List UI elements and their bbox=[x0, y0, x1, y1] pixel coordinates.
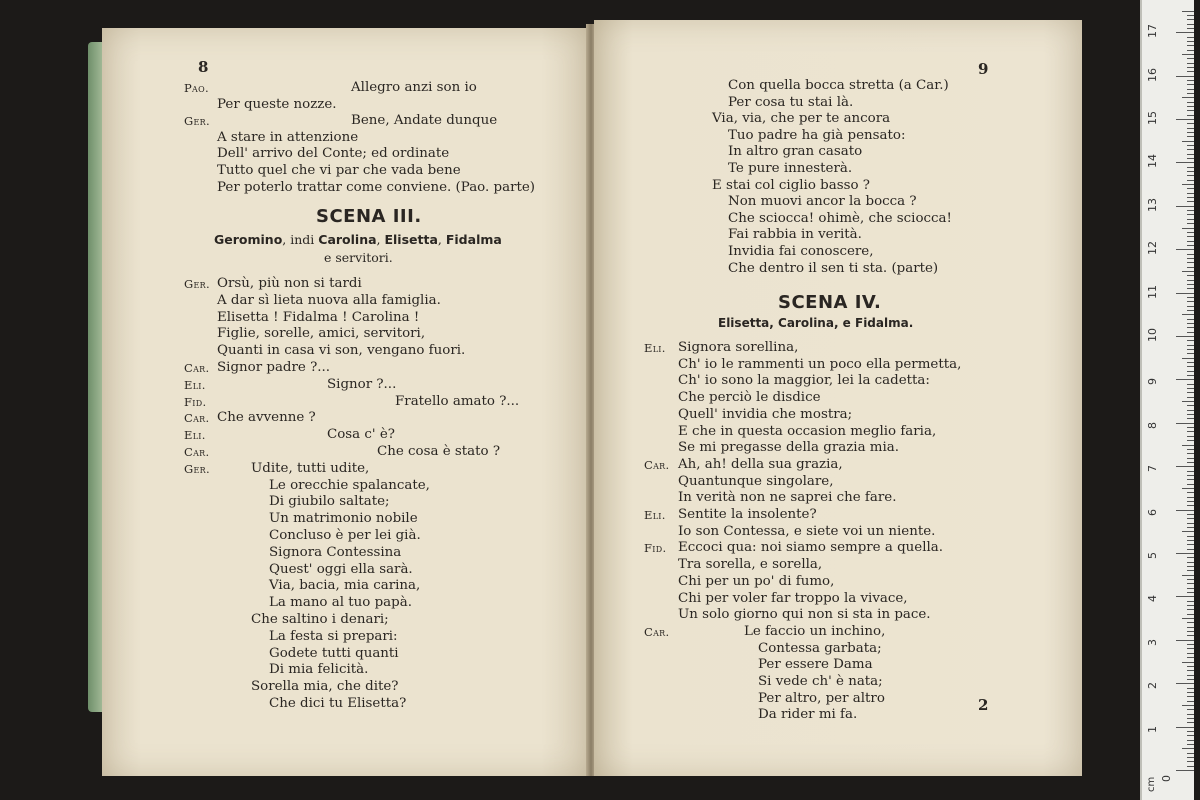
verse-line: Le orecchie spalancate, bbox=[269, 477, 430, 493]
ruler-tick bbox=[1187, 158, 1194, 159]
ruler-tick bbox=[1187, 306, 1194, 307]
verse-line: Che dici tu Elisetta? bbox=[269, 696, 407, 711]
ruler-tick bbox=[1187, 740, 1194, 741]
ruler-tick bbox=[1187, 501, 1194, 502]
ruler-tick bbox=[1187, 405, 1194, 406]
ruler-tick bbox=[1176, 379, 1194, 380]
ruler-tick bbox=[1187, 384, 1194, 385]
ruler-tick bbox=[1187, 544, 1194, 545]
ruler-tick bbox=[1187, 579, 1194, 580]
ruler-tick bbox=[1187, 653, 1194, 654]
ruler-tick bbox=[1187, 223, 1194, 224]
ruler-tick bbox=[1187, 549, 1194, 550]
ruler-tick bbox=[1187, 197, 1194, 198]
ruler-tick bbox=[1187, 766, 1194, 767]
ruler-tick bbox=[1187, 688, 1194, 689]
ruler-tick bbox=[1187, 601, 1194, 602]
speaker-label: Ger. bbox=[184, 461, 210, 476]
cast-sep: , bbox=[437, 232, 446, 247]
page-number-right: 9 bbox=[978, 60, 989, 78]
ruler-tick bbox=[1182, 705, 1194, 706]
verse-line: Un solo giorno qui non si sta in pace. bbox=[678, 607, 931, 623]
verse-line: Da rider mi fa. bbox=[758, 707, 858, 723]
cast-sep: , indi bbox=[282, 232, 319, 247]
ruler-tick bbox=[1176, 206, 1194, 207]
ruler-tick bbox=[1182, 271, 1194, 272]
ruler-tick bbox=[1176, 336, 1194, 337]
ruler-tick bbox=[1187, 696, 1194, 697]
verse-line: La mano al tuo papà. bbox=[269, 595, 412, 611]
ruler-number: 16 bbox=[1146, 67, 1159, 82]
verse-line: Io son Contessa, e siete voi un niente. bbox=[678, 523, 936, 539]
ruler-tick bbox=[1187, 414, 1194, 415]
ruler-tick bbox=[1187, 609, 1194, 610]
verse-line: Udite, tutti udite, bbox=[251, 460, 370, 476]
ruler-tick bbox=[1187, 392, 1194, 393]
ruler-tick bbox=[1182, 445, 1194, 446]
ruler-tick bbox=[1187, 675, 1194, 676]
verse-line: Bene, Andate dunque bbox=[351, 113, 498, 129]
verse-line: Ah, ah! della sua grazia, bbox=[678, 456, 843, 472]
ruler-number: 15 bbox=[1146, 111, 1159, 125]
ruler-tick bbox=[1187, 431, 1194, 432]
ruler-tick bbox=[1182, 531, 1194, 532]
ruler-tick bbox=[1187, 71, 1194, 72]
ruler-tick bbox=[1187, 410, 1194, 411]
ruler-number: 4 bbox=[1146, 595, 1159, 603]
verse-line: In verità non ne saprei che fare. bbox=[678, 490, 897, 506]
ruler-tick bbox=[1187, 418, 1194, 419]
ruler-tick bbox=[1176, 727, 1194, 728]
verse-line: Dell' arrivo del Conte; ed ordinate bbox=[217, 146, 450, 162]
ruler-tick bbox=[1187, 557, 1194, 558]
ruler-tick bbox=[1187, 518, 1194, 519]
ruler-tick bbox=[1187, 128, 1194, 129]
ruler-tick bbox=[1182, 662, 1194, 663]
speaker-label: Car. bbox=[184, 445, 210, 459]
verse-line: Via, via, che per te ancora bbox=[712, 111, 891, 127]
verse-line: Per queste nozze. bbox=[217, 96, 337, 112]
verse-line: Tuo padre ha già pensato: bbox=[728, 127, 906, 143]
ruler-tick bbox=[1187, 492, 1194, 493]
ruler-unit: cm bbox=[1146, 776, 1157, 792]
verse-line: Un matrimonio nobile bbox=[269, 511, 418, 527]
verse-line: Elisetta ! Fidalma ! Carolina ! bbox=[217, 309, 420, 325]
ruler-tick bbox=[1182, 748, 1194, 749]
ruler-tick bbox=[1187, 41, 1194, 42]
ruler-tick bbox=[1187, 462, 1194, 463]
ruler-tick bbox=[1176, 683, 1194, 684]
verse-line: Contessa garbata; bbox=[758, 640, 882, 656]
ruler-number: 12 bbox=[1146, 241, 1159, 256]
ruler-tick bbox=[1187, 366, 1194, 367]
ruler-number: 7 bbox=[1146, 465, 1159, 473]
ruler-tick bbox=[1187, 588, 1194, 589]
ruler-tick bbox=[1187, 670, 1194, 671]
verse-line: Chi per voler far troppo la vivace, bbox=[678, 590, 908, 606]
ruler-tick bbox=[1187, 154, 1194, 155]
ruler-tick bbox=[1187, 458, 1194, 459]
ruler-tick bbox=[1187, 297, 1194, 298]
ruler-tick bbox=[1187, 145, 1194, 146]
ruler-tick bbox=[1176, 249, 1194, 250]
ruler-tick bbox=[1182, 141, 1194, 142]
measuring-ruler bbox=[1140, 0, 1194, 800]
ruler-tick bbox=[1187, 731, 1194, 732]
ruler-tick bbox=[1187, 132, 1194, 133]
ruler-tick bbox=[1187, 288, 1194, 289]
ruler-tick bbox=[1187, 262, 1194, 263]
speaker-label: Fid. bbox=[644, 541, 667, 556]
ruler-tick bbox=[1187, 527, 1194, 528]
ruler-tick bbox=[1187, 753, 1194, 754]
verse-line: Allegro anzi son io bbox=[351, 80, 477, 95]
ruler-tick bbox=[1176, 423, 1194, 424]
ruler-tick bbox=[1187, 453, 1194, 454]
ruler-tick bbox=[1176, 162, 1194, 163]
ruler-tick bbox=[1187, 757, 1194, 758]
verse-line: Che saltino i denari; bbox=[251, 612, 389, 627]
ruler-tick bbox=[1187, 201, 1194, 202]
verse-line: Che avvenne ? bbox=[217, 410, 316, 426]
ruler-tick bbox=[1187, 258, 1194, 259]
ruler-tick bbox=[1187, 93, 1194, 94]
ruler-tick bbox=[1187, 397, 1194, 398]
cast-name: Geromino bbox=[214, 232, 283, 247]
ruler-tick bbox=[1187, 236, 1194, 237]
ruler-tick bbox=[1187, 19, 1194, 20]
ruler-tick bbox=[1182, 11, 1194, 12]
verse-line: Invidia fai conoscere, bbox=[728, 244, 874, 259]
ruler-tick bbox=[1187, 214, 1194, 215]
ruler-tick bbox=[1187, 440, 1194, 441]
speaker-label: Car. bbox=[184, 361, 210, 375]
verse-line: A dar sì lieta nuova alla famiglia. bbox=[217, 292, 441, 308]
ruler-tick bbox=[1187, 635, 1194, 636]
ruler-tick bbox=[1187, 614, 1194, 615]
ruler-number: 3 bbox=[1146, 638, 1159, 646]
ruler-number: 2 bbox=[1146, 682, 1159, 690]
verse-line: Sentite la insolente? bbox=[678, 507, 817, 522]
ruler-tick bbox=[1187, 709, 1194, 710]
speaker-label: Eli. bbox=[184, 377, 206, 392]
verse-line: Eccoci qua: noi siamo sempre a quella. bbox=[678, 540, 944, 556]
ruler-tick bbox=[1187, 570, 1194, 571]
verse-line: Tra sorella, e sorella, bbox=[678, 557, 823, 573]
ruler-tick bbox=[1182, 184, 1194, 185]
ruler-tick bbox=[1182, 97, 1194, 98]
ruler-tick bbox=[1187, 375, 1194, 376]
ruler-tick bbox=[1176, 510, 1194, 511]
ruler-tick bbox=[1182, 488, 1194, 489]
verse-line: Signor padre ?... bbox=[217, 360, 331, 375]
verse-line: Fratello amato ?... bbox=[395, 393, 520, 409]
ruler-number: 5 bbox=[1146, 552, 1159, 559]
cast-sep: , bbox=[376, 232, 385, 247]
speaker-label: Car. bbox=[184, 411, 210, 426]
ruler-tick bbox=[1187, 254, 1194, 255]
ruler-tick bbox=[1187, 514, 1194, 515]
verse-line: Te pure innesterà. bbox=[728, 161, 853, 176]
ruler-tick bbox=[1176, 596, 1194, 597]
ruler-tick bbox=[1187, 84, 1194, 85]
verse-line: Che dentro il sen ti sta. (parte) bbox=[728, 260, 939, 276]
verse-line: Non muovi ancor la bocca ? bbox=[728, 194, 917, 210]
ruler-tick bbox=[1187, 714, 1194, 715]
ruler-tick bbox=[1187, 67, 1194, 68]
ruler-tick bbox=[1176, 466, 1194, 467]
verse-line: Fai rabbia in verità. bbox=[728, 227, 862, 243]
ruler-tick bbox=[1187, 267, 1194, 268]
ruler-tick bbox=[1187, 475, 1194, 476]
verse-line: Signora sorellina, bbox=[678, 340, 799, 355]
speaker-label: Pao. bbox=[184, 81, 209, 95]
ruler-tick bbox=[1182, 401, 1194, 402]
verse-line: Via, bacia, mia carina, bbox=[269, 578, 421, 594]
ruler-tick bbox=[1176, 553, 1194, 554]
verse-line: Godete tutti quanti bbox=[269, 645, 399, 661]
verse-line: Concluso è per lei già. bbox=[269, 528, 421, 543]
verse-line: Tutto quel che vi par che vada bene bbox=[217, 163, 461, 178]
speaker-label: Fid. bbox=[184, 394, 207, 409]
ruler-tick bbox=[1187, 58, 1194, 59]
ruler-tick bbox=[1176, 293, 1194, 294]
ruler-tick bbox=[1187, 562, 1194, 563]
verse-line: Se mi pregasse della grazia mia. bbox=[678, 440, 900, 456]
right-page bbox=[594, 20, 1082, 776]
ruler-tick bbox=[1187, 193, 1194, 194]
cast-name: Carolina bbox=[318, 232, 377, 247]
speaker-label: Eli. bbox=[184, 428, 206, 443]
verse-line: E che in questa occasion meglio faria, bbox=[678, 423, 937, 439]
ruler-tick bbox=[1187, 175, 1194, 176]
ruler-tick bbox=[1187, 28, 1194, 29]
verse-line: Di mia felicità. bbox=[269, 662, 369, 678]
ruler-tick bbox=[1187, 744, 1194, 745]
ruler-tick bbox=[1187, 284, 1194, 285]
verse-line: Per essere Dama bbox=[758, 657, 873, 673]
speaker-label: Ger. bbox=[184, 114, 210, 129]
ruler-tick bbox=[1187, 622, 1194, 623]
cast-name: Fidalma bbox=[445, 232, 502, 247]
speaker-label: Car. bbox=[644, 624, 670, 639]
verse-line: Le faccio un inchino, bbox=[744, 623, 886, 639]
ruler-tick bbox=[1187, 505, 1194, 506]
ruler-tick bbox=[1187, 353, 1194, 354]
ruler-tick bbox=[1187, 484, 1194, 485]
ruler-tick bbox=[1187, 644, 1194, 645]
ruler-tick bbox=[1187, 219, 1194, 220]
ruler-tick bbox=[1187, 323, 1194, 324]
ruler-tick bbox=[1176, 640, 1194, 641]
ruler-tick bbox=[1187, 540, 1194, 541]
ruler-tick bbox=[1187, 45, 1194, 46]
ruler-tick bbox=[1187, 566, 1194, 567]
ruler-tick bbox=[1187, 167, 1194, 168]
ruler-tick bbox=[1187, 123, 1194, 124]
ruler-tick bbox=[1187, 115, 1194, 116]
ruler-tick bbox=[1187, 340, 1194, 341]
ruler-tick bbox=[1187, 631, 1194, 632]
ruler-tick bbox=[1182, 618, 1194, 619]
ruler-tick bbox=[1187, 479, 1194, 480]
verse-line: Ch' io sono la maggior, lei la cadetta: bbox=[678, 373, 930, 389]
ruler-tick bbox=[1187, 449, 1194, 450]
ruler-number: 9 bbox=[1146, 378, 1159, 386]
verse-line: Ch' io le rammenti un poco ella permetta, bbox=[678, 356, 962, 372]
ruler-tick bbox=[1187, 301, 1194, 302]
page-number-left: 8 bbox=[198, 58, 209, 76]
ruler-tick bbox=[1187, 171, 1194, 172]
ruler-number: 1 bbox=[1146, 725, 1159, 733]
scene-4-cast: Elisetta, Carolina, e Fidalma. bbox=[718, 316, 914, 330]
verse-line: A stare in attenzione bbox=[217, 129, 359, 145]
ruler-tick bbox=[1187, 89, 1194, 90]
ruler-tick bbox=[1187, 327, 1194, 328]
verse-line: Di giubilo saltate; bbox=[269, 494, 390, 510]
ruler-tick bbox=[1187, 627, 1194, 628]
signature-mark: 2 bbox=[978, 696, 989, 714]
ruler-tick bbox=[1187, 180, 1194, 181]
ruler-tick bbox=[1187, 188, 1194, 189]
speaker-label: Eli. bbox=[644, 508, 666, 522]
ruler-tick bbox=[1182, 314, 1194, 315]
ruler-tick bbox=[1176, 770, 1194, 771]
verse-line: Con quella bocca stretta (a Car.) bbox=[728, 78, 949, 93]
ruler-tick bbox=[1187, 523, 1194, 524]
ruler-tick bbox=[1187, 80, 1194, 81]
verse-line: In altro gran casato bbox=[728, 144, 863, 160]
ruler-tick bbox=[1187, 245, 1194, 246]
scene-3-cast bbox=[214, 232, 502, 247]
scene-3-cast-line2: e servitori. bbox=[324, 250, 393, 265]
ruler-tick bbox=[1187, 319, 1194, 320]
ruler-tick bbox=[1187, 679, 1194, 680]
ruler-tick bbox=[1187, 722, 1194, 723]
ruler-tick bbox=[1187, 63, 1194, 64]
ruler-tick bbox=[1187, 592, 1194, 593]
ruler-tick bbox=[1187, 648, 1194, 649]
verse-line: Chi per un po' di fumo, bbox=[678, 573, 835, 589]
ruler-number: 11 bbox=[1146, 284, 1159, 299]
ruler-number: 10 bbox=[1146, 328, 1159, 342]
ruler-number: 17 bbox=[1146, 24, 1159, 39]
verse-line: Sorella mia, che dite? bbox=[251, 679, 399, 695]
ruler-tick bbox=[1187, 102, 1194, 103]
verse-line: Quanti in casa vi son, vengano fuori. bbox=[217, 343, 466, 359]
ruler-number: 6 bbox=[1146, 508, 1159, 516]
speaker-label: Ger. bbox=[184, 277, 210, 291]
ruler-tick bbox=[1187, 24, 1194, 25]
verse-line: Orsù, più non si tardi bbox=[217, 276, 362, 291]
ruler-tick bbox=[1187, 761, 1194, 762]
ruler-tick bbox=[1187, 15, 1194, 16]
ruler-tick bbox=[1187, 241, 1194, 242]
ruler-tick bbox=[1187, 345, 1194, 346]
verse-line: Figlie, sorelle, amici, servitori, bbox=[217, 326, 426, 342]
cast-name: Elisetta bbox=[384, 232, 438, 247]
left-page bbox=[102, 28, 590, 776]
ruler-tick bbox=[1187, 657, 1194, 658]
verse-line: Che perciò le disdice bbox=[678, 390, 821, 406]
ruler-tick bbox=[1182, 358, 1194, 359]
ruler-number: 0 bbox=[1160, 775, 1173, 782]
ruler-tick bbox=[1187, 136, 1194, 137]
ruler-tick bbox=[1187, 666, 1194, 667]
verse-line: Cosa c' è? bbox=[327, 427, 395, 443]
verse-line: Per poterlo trattar come conviene. (Pao. parte) bbox=[217, 179, 536, 195]
ruler-tick bbox=[1176, 76, 1194, 77]
ruler-number: 13 bbox=[1146, 197, 1159, 212]
ruler-tick bbox=[1187, 701, 1194, 702]
ruler-tick bbox=[1187, 349, 1194, 350]
verse-line: Per altro, per altro bbox=[758, 690, 885, 706]
ruler-tick bbox=[1187, 471, 1194, 472]
ruler-tick bbox=[1182, 575, 1194, 576]
verse-line: Signor ?... bbox=[327, 376, 397, 392]
speaker-label: Car. bbox=[644, 457, 670, 472]
ruler-number: 14 bbox=[1146, 154, 1159, 169]
ruler-tick bbox=[1187, 110, 1194, 111]
ruler-tick bbox=[1187, 37, 1194, 38]
ruler-tick bbox=[1187, 436, 1194, 437]
speaker-label: Eli. bbox=[644, 341, 666, 355]
verse-line: E stai col ciglio basso ? bbox=[712, 177, 870, 193]
ruler-tick bbox=[1187, 232, 1194, 233]
ruler-tick bbox=[1182, 228, 1194, 229]
ruler-tick bbox=[1187, 388, 1194, 389]
verse-line: Per cosa tu stai là. bbox=[728, 94, 854, 110]
ruler-tick bbox=[1187, 536, 1194, 537]
ruler-tick bbox=[1187, 692, 1194, 693]
scene-4-title: SCENA IV. bbox=[778, 292, 882, 313]
ruler-tick bbox=[1187, 497, 1194, 498]
ruler-tick bbox=[1187, 605, 1194, 606]
ruler-tick bbox=[1187, 735, 1194, 736]
ruler-tick bbox=[1176, 119, 1194, 120]
ruler-tick bbox=[1187, 149, 1194, 150]
verse-line: Quantunque singolare, bbox=[678, 473, 834, 489]
verse-line: Si vede ch' è nata; bbox=[758, 674, 883, 689]
ruler-tick bbox=[1187, 210, 1194, 211]
ruler-tick bbox=[1187, 718, 1194, 719]
scene-3-title: SCENA III. bbox=[316, 206, 422, 227]
ruler-tick bbox=[1176, 32, 1194, 33]
ruler-tick bbox=[1187, 583, 1194, 584]
ruler-tick bbox=[1187, 362, 1194, 363]
ruler-tick bbox=[1187, 371, 1194, 372]
ruler-tick bbox=[1187, 275, 1194, 276]
verse-line: Quell' invidia che mostra; bbox=[678, 406, 853, 422]
ruler-tick bbox=[1187, 106, 1194, 107]
verse-line: Signora Contessina bbox=[269, 544, 402, 560]
ruler-tick bbox=[1187, 280, 1194, 281]
verse-line: La festa si prepari: bbox=[269, 628, 398, 644]
ruler-tick bbox=[1187, 310, 1194, 311]
verse-line: Che sciocca! ohimè, che sciocca! bbox=[728, 210, 952, 226]
ruler-tick bbox=[1187, 50, 1194, 51]
ruler-tick bbox=[1187, 332, 1194, 333]
ruler-tick bbox=[1187, 427, 1194, 428]
verse-line: Quest' oggi ella sarà. bbox=[269, 561, 413, 577]
verse-line: Che cosa è stato ? bbox=[377, 444, 501, 459]
ruler-tick bbox=[1182, 54, 1194, 55]
ruler-number: 8 bbox=[1146, 421, 1159, 429]
